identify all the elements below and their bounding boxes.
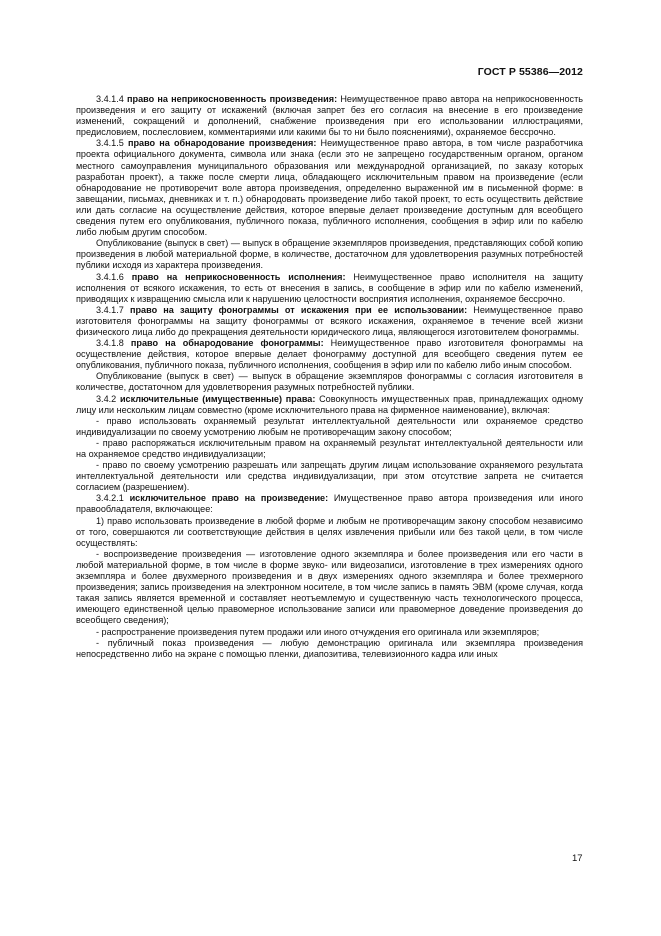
clause-term: право на обнародование фонограммы:	[130, 338, 324, 349]
clause-number: 3.4.1.5	[96, 138, 124, 149]
clause-text: Неимущественное право изготовителя фонограммы на защиту фонограммы от всякого искажения, охраняемое в течение всей жизни физического лица либо до прекращения деятельности юридического лица, являющегося изготовителем фонограммы.	[76, 304, 583, 337]
list-item: - распространение произведения путем продажи или иного отчуждения его оригинала или экземпляров;	[96, 626, 540, 637]
clause-number: 3.4.2	[96, 393, 117, 404]
paragraph-phonogram-publication-note: Опубликование (выпуск в свет) — выпуск в обращение экземпляров фонограммы с согласия изготовителя в количестве, достаточном для удовлетворения разумных потребностей публики.	[76, 371, 583, 393]
clause-text: Имущественное право автора произведения или иного правообладателя, включающее:	[76, 493, 583, 515]
clause-term: право на неприкосновенность исполнения:	[131, 271, 346, 282]
paragraph-publication-note: Опубликование (выпуск в свет) — выпуск в обращение экземпляров произведения, представляющих собой копию произведения в любой материальной форме, в количестве, достаточном для удовлетворения разумных потребностей публики исходя из характера произведения.	[76, 238, 583, 271]
clause-number: 3.4.1.6	[96, 271, 124, 282]
clause-text: Неимущественное право автора на неприкосновенность произведения и его защиту от искажений (включая запрет без его согласия на внесение в его произведение изменений, сокращений и дополнений, снабжение произведения при его использовании иллюстрациями, предисловием, послесловием, комментариями или какими бы то ни было пояснениями), охраняемое бессрочно.	[76, 94, 584, 138]
page-number: 17	[572, 853, 583, 864]
clause-number: 3.4.2.1	[96, 493, 124, 504]
clause-text: Неимущественное право исполнителя на защиту исполнения от всякого искажения, то есть от внесения в запись, в сообщение в эфир или по кабелю изменений, приводящих к извращению смысла или к нарушению целостности восприятия исполнения, охраняемое бессрочно.	[76, 271, 583, 304]
document-code: ГОСТ Р 55386—2012	[477, 66, 583, 78]
clause-3-4-1-4	[76, 94, 583, 138]
list-item: 1) право использовать произведение в любой форме и любым не противоречащим закону способом независимо от того, совершаются ли соответствующие действия в целях извлечения прибыли или без такой цели, в том числе осуществлять:	[76, 515, 583, 548]
clause-term: исключительное право на произведение:	[129, 493, 329, 504]
clause-text: Неимущественное право автора, в том числе разработчика проекта официального документа, символа или знака (если это не запрещено государственным органом, органом местного самоуправления муниципального образования или международной организацией, по заказу которых разработан проект), а также после смерти лица, обладающего исключительным правом на произведение (если обнародование не противоречит воле автора произведения, определенно выраженной им в письменной форме: в завещании, письмах, дневниках и т. п.) обнародовать произведение либо такой проект, то есть осуществить действие или дать согласие на осуществление действия, которое впервые делает произведение доступным для всеобщего сведения путем его опубликования, публичного показа, публичного исполнения, сообщения в эфир или по кабелю либо любым другим способом.	[76, 138, 583, 238]
clause-3-4-1-5	[76, 138, 583, 238]
clause-3-4-1-8	[76, 338, 583, 371]
clause-term: право на обнародование произведения:	[127, 138, 317, 149]
clause-3-4-1-6	[76, 272, 583, 305]
clause-term: право на неприкосновенность произведения:	[127, 94, 338, 104]
list-item: - право распоряжаться исключительным правом на охраняемый результат интеллектуальной деятельности или на охраняемое средство индивидуализации;	[76, 437, 583, 459]
list-item: - воспроизведение произведения — изготовление одного экземпляра и более произведения или его части в любой материальной форме, в том числе в форме звуко- или видеозаписи, изготовление в трех измерениях одного экземпляра и более двухмерного произведения и в двух измерениях одного экземпляра и более трехмерного произведения; запись произведения на электронном носителе, в том числе запись в память ЭВМ (кроме случая, когда такая запись является временной и составляет неотъемлемую и существенную часть технологического процесса, имеющего единственной целью правомерное использование записи или правомерное доведение произведения до всеобщего сведения);	[76, 548, 583, 626]
clause-number: 3.4.1.4	[96, 94, 124, 104]
list-item: - право использовать охраняемый результат интеллектуальной деятельности или охраняемое средство индивидуализации по своему усмотрению любым не противоречащим закону способом;	[76, 415, 583, 437]
clause-3-4-2-1	[76, 493, 583, 515]
list-item: - публичный показ произведения — любую демонстрацию оригинала или экземпляра произведения непосредственно либо на экране с помощью пленки, диапозитива, телевизионного кадра или иных	[76, 637, 583, 659]
list-item: - право по своему усмотрению разрешать или запрещать другим лицам использование охраняемого результата интеллектуальной деятельности или средства индивидуализации, при этом отсутствие запрета не считается согласием (разрешением).	[76, 460, 583, 493]
clause-text: Совокупность имущественных прав, принадлежащих одному лицу или нескольким лицам совместно (кроме исключительного права на фирменное наименование), включая:	[76, 393, 583, 415]
clause-number: 3.4.1.8	[96, 338, 124, 349]
clause-number: 3.4.1.7	[96, 304, 124, 315]
clause-term: исключительные (имущественные) права:	[119, 393, 316, 404]
document-body	[76, 94, 583, 660]
clause-text: Неимущественное право изготовителя фонограммы на осуществление действия, которое впервые делает фонограмму доступной для всеобщего сведения путем ее опубликования, публичного показа, публичного исполнения, сообщения в эфир или по кабелю либо иным способом.	[76, 338, 583, 371]
clause-term: право на защиту фонограммы от искажения при ее использовании:	[130, 304, 468, 315]
clause-3-4-1-7	[76, 305, 583, 338]
clause-3-4-2	[76, 394, 583, 416]
